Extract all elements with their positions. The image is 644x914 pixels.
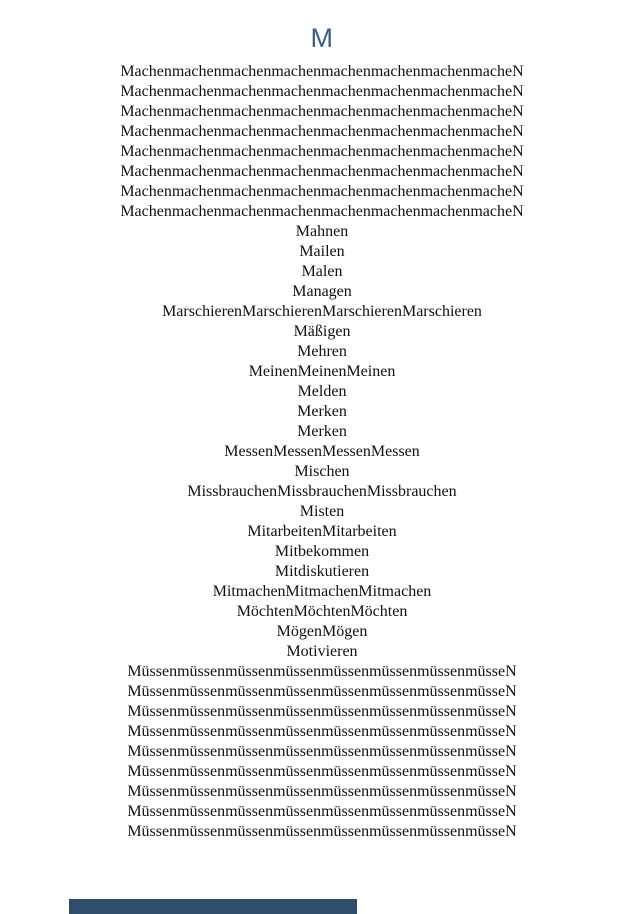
- text-line: MarschierenMarschierenMarschierenMarschieren: [162, 303, 482, 320]
- text-line: MessenMessenMessenMessen: [224, 443, 420, 460]
- text-line: MögenMögen: [276, 623, 368, 640]
- text-line: Mehren: [297, 343, 347, 360]
- text-line: MachenmachenmachenmachenmachenmachenmachenmacheN: [120, 83, 524, 100]
- text-line: MüssenmüssenmüssenmüssenmüssenmüssenmüssenmüsseN: [127, 763, 517, 780]
- text-line: Mitdiskutieren: [274, 563, 370, 580]
- text-line: MüssenmüssenmüssenmüssenmüssenmüssenmüssenmüsseN: [127, 743, 517, 760]
- text-line: MachenmachenmachenmachenmachenmachenmachenmacheN: [120, 203, 524, 220]
- text-line: MachenmachenmachenmachenmachenmachenmachenmacheN: [120, 63, 524, 80]
- text-line: Mitbekommen: [274, 543, 370, 560]
- text-line: Melden: [297, 383, 347, 400]
- text-line: MachenmachenmachenmachenmachenmachenmachenmacheN: [120, 163, 524, 180]
- text-line: MüssenmüssenmüssenmüssenmüssenmüssenmüssenmüsseN: [127, 723, 517, 740]
- text-line: MüssenmüssenmüssenmüssenmüssenmüssenmüssenmüsseN: [127, 823, 517, 840]
- text-line: Mäßigen: [293, 323, 351, 340]
- text-line: MachenmachenmachenmachenmachenmachenmachenmacheN: [120, 123, 524, 140]
- text-line: Motivieren: [286, 643, 358, 660]
- text-line: MitarbeitenMitarbeiten: [247, 523, 397, 540]
- text-line: MachenmachenmachenmachenmachenmachenmachenmacheN: [120, 183, 524, 200]
- text-line: MüssenmüssenmüssenmüssenmüssenmüssenmüssenmüsseN: [127, 663, 517, 680]
- text-line: Mailen: [299, 243, 345, 260]
- text-line: MüssenmüssenmüssenmüssenmüssenmüssenmüssenmüsseN: [127, 703, 517, 720]
- text-line: Merken: [297, 403, 347, 420]
- text-line: MüssenmüssenmüssenmüssenmüssenmüssenmüssenmüsseN: [127, 803, 517, 820]
- text-line: Malen: [301, 263, 343, 280]
- text-line: Misten: [299, 503, 345, 520]
- text-line: MachenmachenmachenmachenmachenmachenmachenmacheN: [120, 143, 524, 160]
- text-line: MeinenMeinenMeinen: [248, 363, 396, 380]
- text-line: Mahnen: [295, 223, 349, 240]
- text-line: Merken: [297, 423, 347, 440]
- text-line: MüssenmüssenmüssenmüssenmüssenmüssenmüssenmüsseN: [127, 683, 517, 700]
- text-line: MüssenmüssenmüssenmüssenmüssenmüssenmüssenmüsseN: [127, 783, 517, 800]
- page-title: M: [310, 23, 334, 53]
- text-line: Managen: [292, 283, 352, 300]
- text-line: Mischen: [294, 463, 350, 480]
- text-line: MitmachenMitmachenMitmachen: [212, 583, 432, 600]
- footer-bar: [69, 899, 357, 914]
- document-body: [0, 62, 644, 842]
- text-line: MachenmachenmachenmachenmachenmachenmachenmacheN: [120, 103, 524, 120]
- text-line: MissbrauchenMissbrauchenMissbrauchen: [187, 483, 457, 500]
- text-line: MöchtenMöchtenMöchten: [236, 603, 408, 620]
